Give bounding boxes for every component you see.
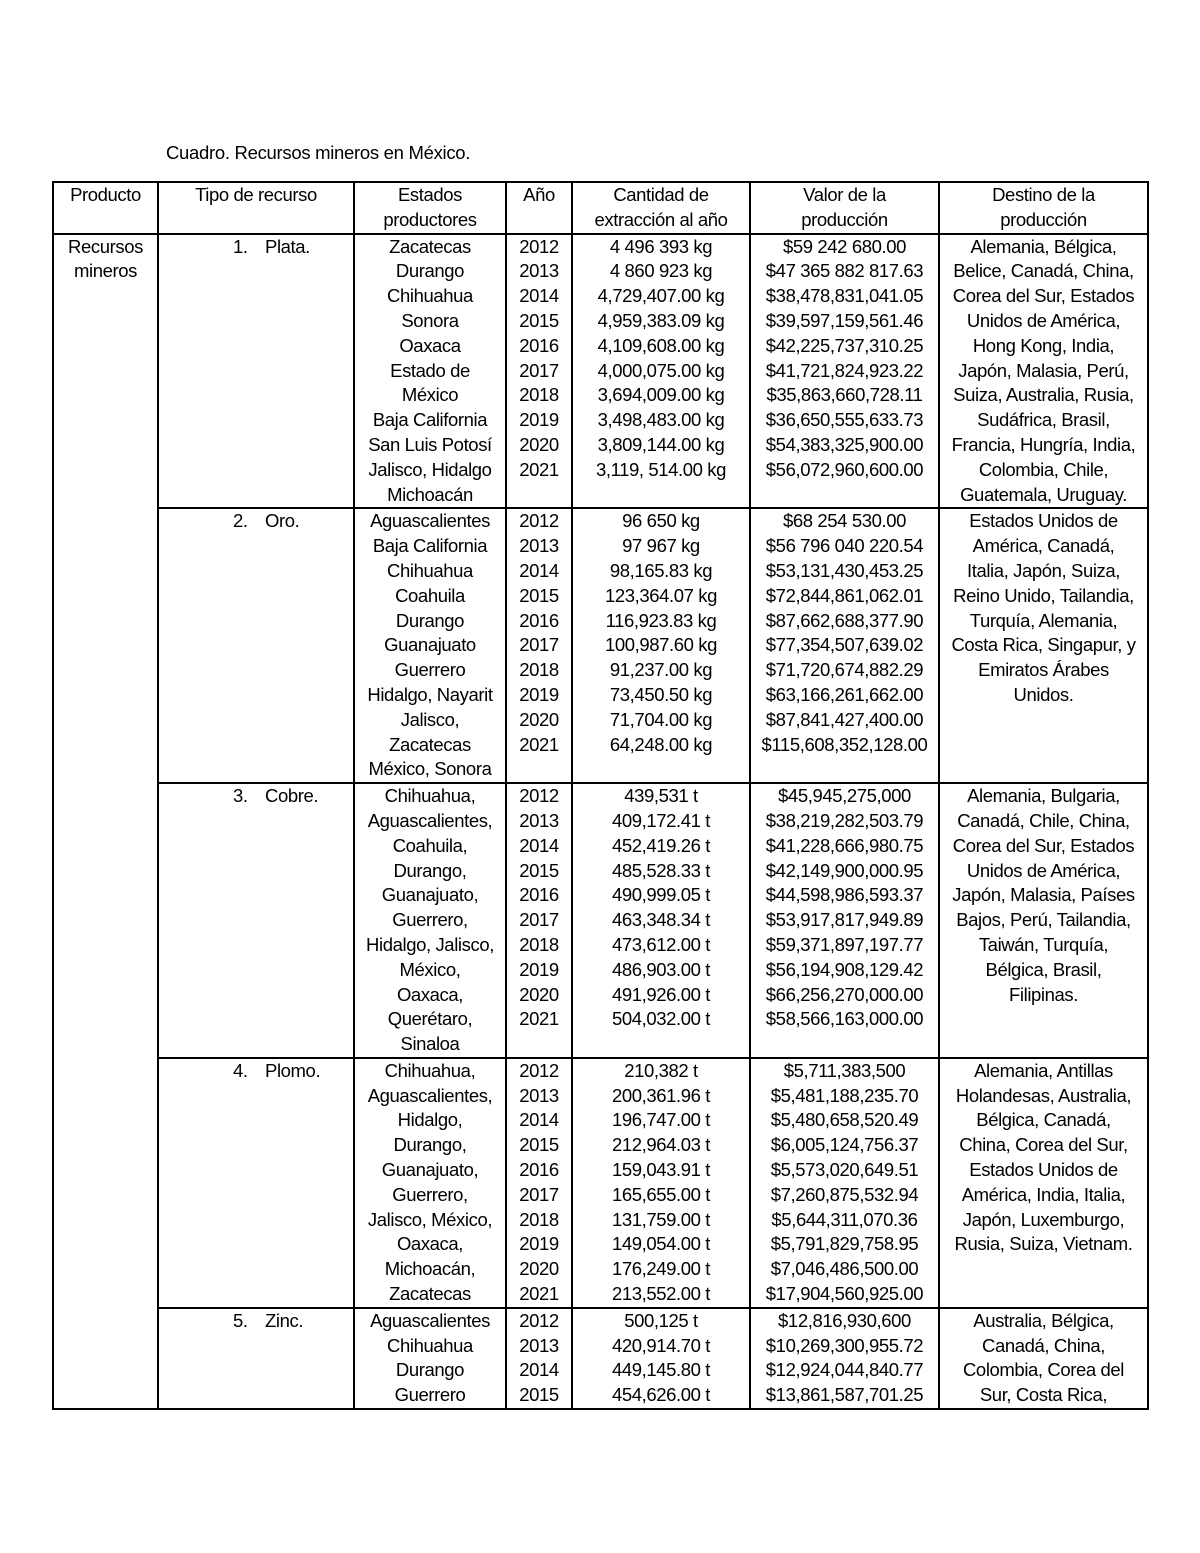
quantity-line: 100,987.60 kg: [604, 634, 718, 656]
year-line: 2012: [519, 235, 559, 257]
value-line: $58,566,163,000.00: [765, 1008, 924, 1030]
anio-cell: [506, 1308, 572, 1409]
resource-row-2: [53, 508, 1148, 783]
value-line: $5,480,658,520.49: [770, 1109, 919, 1131]
destination-line: Filipinas.: [1009, 983, 1078, 1005]
destination-line: Unidos de América,: [966, 309, 1121, 331]
quantity-line: 91,237.00 kg: [609, 659, 713, 681]
destination-line: China, Corea del Sur,: [959, 1134, 1128, 1156]
value-line: $7,260,875,532.94: [770, 1183, 919, 1205]
valor-cell: [750, 508, 939, 783]
year-line: 2020: [519, 1258, 559, 1280]
year-line: 2015: [519, 584, 559, 606]
quantity-line: 463,348.34 t: [611, 909, 711, 931]
destination-line: Colombia, Chile,: [978, 458, 1109, 480]
destination-line: Guatemala, Uruguay.: [960, 483, 1127, 505]
quantity-line: 212,964.03 t: [611, 1134, 711, 1156]
value-line: $6,005,124,756.37: [770, 1134, 919, 1156]
producto-line: mineros: [74, 260, 137, 282]
destination-line: Bélgica, Brasil,: [985, 958, 1102, 980]
destino-cell: [939, 508, 1148, 783]
destination-line: Estados Unidos de: [969, 510, 1118, 532]
resource-row-1: [53, 234, 1148, 509]
anio-cell: [506, 1058, 572, 1308]
state-line: Hidalgo, Jalisco,: [366, 933, 494, 955]
anio-cell: [506, 508, 572, 783]
state-line: Baja California: [372, 409, 488, 431]
year-line: 2017: [519, 1183, 559, 1205]
state-line: Durango,: [393, 1134, 467, 1156]
year-line: 2020: [519, 708, 559, 730]
header-estados: Estados productores: [354, 182, 506, 234]
quantity-line: 485,528.33 t: [611, 859, 711, 881]
quantity-line: 4,729,407.00 kg: [597, 285, 725, 307]
year-line: 2019: [519, 409, 559, 431]
value-line: $13,861,587,701.25: [765, 1384, 924, 1406]
state-line: Jalisco, México,: [367, 1208, 493, 1230]
cantidad-cell: [572, 234, 750, 509]
state-line: México,: [399, 958, 461, 980]
resource-number: 3.: [233, 785, 248, 807]
state-line: Coahuila,: [392, 834, 468, 856]
year-line: 2012: [519, 1059, 559, 1081]
destination-line: Japón, Luxemburgo,: [962, 1208, 1125, 1230]
quantity-line: 491,926.00 t: [611, 983, 711, 1005]
destination-line: Alemania, Antillas: [974, 1059, 1113, 1081]
state-line: Zacatecas: [389, 235, 471, 257]
destination-line: Francia, Hungría, India,: [951, 433, 1136, 455]
value-line: $5,644,311,070.36: [771, 1208, 918, 1230]
quantity-line: 210,382 t: [624, 1059, 698, 1081]
quantity-line: 504,032.00 t: [611, 1008, 711, 1030]
destino-cell: [939, 234, 1148, 509]
state-line: Chihuahua,: [384, 1059, 476, 1081]
year-line: 2013: [519, 1334, 559, 1356]
resource-number: 4.: [233, 1059, 248, 1081]
state-line: Chihuahua,: [384, 785, 476, 807]
destination-line: Japón, Malasia, Perú,: [958, 359, 1129, 381]
value-line: $44,598,986,593.37: [765, 884, 924, 906]
year-line: 2021: [519, 1283, 559, 1305]
value-line: $56 796 040 220.54: [765, 535, 924, 557]
state-line: Guerrero,: [392, 1183, 468, 1205]
quantity-line: 486,903.00 t: [611, 958, 711, 980]
quantity-line: 3,694,009.00 kg: [597, 384, 725, 406]
year-line: 2012: [519, 785, 559, 807]
value-line: $38,478,831,041.05: [765, 285, 924, 307]
header-tipo: Tipo de recurso: [158, 182, 354, 234]
state-line: Michoacán: [387, 483, 473, 505]
resource-number: 1.: [233, 235, 248, 257]
value-line: $5,791,829,758.95: [770, 1233, 919, 1255]
value-line: $54,383,325,900.00: [765, 433, 924, 455]
year-line: 2016: [519, 884, 559, 906]
value-line: $42,225,737,310.25: [765, 334, 924, 356]
valor-cell: [750, 1308, 939, 1409]
destination-line: Rusia, Suiza, Vietnam.: [954, 1233, 1133, 1255]
year-line: 2013: [519, 1084, 559, 1106]
value-line: $10,269,300,955.72: [765, 1334, 924, 1356]
year-line: 2013: [519, 809, 559, 831]
state-line: Coahuila: [395, 584, 465, 606]
state-line: Oaxaca,: [396, 1233, 464, 1255]
quantity-line: 4,109,608.00 kg: [597, 334, 725, 356]
year-line: 2014: [519, 285, 559, 307]
value-line: $12,816,930,600: [778, 1309, 911, 1331]
header-valor: Valor de la producción: [750, 182, 939, 234]
value-line: $5,573,020,649.51: [770, 1159, 919, 1181]
value-line: $115,608,352,128.00: [761, 733, 928, 755]
year-line: 2015: [519, 859, 559, 881]
year-line: 2021: [519, 733, 559, 755]
anio-cell: [506, 783, 572, 1058]
value-line: $59,371,897,197.77: [765, 933, 924, 955]
quantity-line: 473,612.00 t: [611, 933, 711, 955]
value-line: $5,481,188,235.70: [770, 1084, 919, 1106]
state-line: Estado de: [390, 359, 470, 381]
quantity-line: 97 967 kg: [622, 535, 700, 557]
year-line: 2021: [519, 458, 559, 480]
state-line: México: [401, 384, 459, 406]
state-line: Hidalgo,: [397, 1109, 463, 1131]
destination-line: Bajos, Perú, Tailandia,: [956, 909, 1131, 931]
year-line: 2014: [519, 834, 559, 856]
value-line: $66,256,270,000.00: [765, 983, 924, 1005]
destino-cell: [939, 1308, 1148, 1409]
year-line: 2013: [519, 260, 559, 282]
destination-line: Bélgica, Canadá,: [976, 1109, 1111, 1131]
state-line: Jalisco,: [400, 708, 460, 730]
value-line: $41,228,666,980.75: [765, 834, 924, 856]
valor-cell: [750, 783, 939, 1058]
value-line: $77,354,507,639.02: [765, 634, 924, 656]
quantity-line: 200,361.96 t: [611, 1084, 711, 1106]
value-line: $87,662,688,377.90: [765, 609, 924, 631]
value-line: $5,711,383,500: [783, 1059, 906, 1081]
quantity-line: 500,125 t: [624, 1309, 698, 1331]
cantidad-cell: [572, 508, 750, 783]
estados-cell: [354, 1058, 506, 1308]
state-line: Guerrero: [394, 1384, 466, 1406]
value-line: $41,721,824,923.22: [765, 359, 924, 381]
quantity-line: 176,249.00 t: [611, 1258, 711, 1280]
year-line: 2014: [519, 1109, 559, 1131]
quantity-line: 96 650 kg: [622, 510, 700, 532]
state-line: Guanajuato: [384, 634, 476, 656]
value-line: $56,072,960,600.00: [765, 458, 924, 480]
tipo-cell: [158, 1058, 354, 1308]
resource-name: Plomo.: [265, 1059, 321, 1081]
quantity-line: 3,809,144.00 kg: [597, 433, 725, 455]
state-line: Guerrero: [394, 659, 466, 681]
quantity-line: 4 860 923 kg: [609, 260, 713, 282]
year-line: 2017: [519, 359, 559, 381]
estados-cell: [354, 234, 506, 509]
quantity-line: 71,704.00 kg: [609, 708, 713, 730]
value-line: $59 242 680.00: [783, 235, 906, 257]
quantity-line: 409,172.41 t: [611, 809, 711, 831]
year-line: 2015: [519, 1134, 559, 1156]
quantity-line: 98,165.83 kg: [609, 559, 713, 581]
state-line: Sinaloa: [400, 1033, 460, 1055]
resource-name: Cobre.: [265, 785, 319, 807]
tipo-cell: [158, 783, 354, 1058]
value-line: $45,945,275,000: [778, 785, 911, 807]
resource-number: 5.: [233, 1309, 248, 1331]
state-line: Chihuahua: [387, 1334, 473, 1356]
quantity-line: 149,054.00 t: [611, 1233, 711, 1255]
estados-cell: [354, 783, 506, 1058]
year-line: 2018: [519, 933, 559, 955]
state-line: Sonora: [401, 309, 459, 331]
resource-number: 2.: [233, 510, 248, 532]
state-line: Chihuahua: [387, 559, 473, 581]
anio-cell: [506, 234, 572, 509]
destination-line: Corea del Sur, Estados: [952, 834, 1135, 856]
state-line: México, Sonora: [368, 758, 492, 780]
state-line: Durango: [395, 609, 465, 631]
value-line: $87,841,427,400.00: [765, 708, 924, 730]
state-line: Michoacán,: [384, 1258, 476, 1280]
tipo-cell: [158, 234, 354, 509]
year-line: 2019: [519, 958, 559, 980]
quantity-line: 3,119, 514.00 kg: [595, 458, 727, 480]
state-line: Oaxaca: [399, 334, 461, 356]
destination-line: Turquía, Alemania,: [969, 609, 1118, 631]
destination-line: Unidos de América,: [966, 859, 1121, 881]
quantity-line: 196,747.00 t: [611, 1109, 711, 1131]
value-line: $7,046,486,500.00: [770, 1258, 919, 1280]
year-line: 2018: [519, 384, 559, 406]
year-line: 2020: [519, 983, 559, 1005]
quantity-line: 123,364.07 kg: [604, 584, 718, 606]
table-caption: Cuadro. Recursos mineros en México.: [166, 142, 471, 163]
state-line: Guerrero,: [392, 909, 468, 931]
value-line: $17,904,560,925.00: [765, 1283, 924, 1305]
destination-line: Alemania, Bulgaria,: [967, 785, 1120, 807]
year-line: 2014: [519, 559, 559, 581]
value-line: $42,149,900,000.95: [765, 859, 924, 881]
cantidad-cell: [572, 1058, 750, 1308]
resource-name: Plata.: [265, 235, 310, 257]
year-line: 2014: [519, 1359, 559, 1381]
valor-cell: [750, 1058, 939, 1308]
header-cantidad: Cantidad de extracción al año: [572, 182, 750, 234]
quantity-line: 439,531 t: [624, 785, 698, 807]
year-line: 2015: [519, 309, 559, 331]
estados-cell: [354, 1308, 506, 1409]
destination-line: Sur, Costa Rica,: [979, 1384, 1108, 1406]
state-line: Querétaro,: [387, 1008, 473, 1030]
quantity-line: 116,923.83 kg: [605, 609, 717, 631]
destination-line: Taiwán, Turquía,: [978, 933, 1109, 955]
header-destino: Destino de la producción: [939, 182, 1148, 234]
destino-cell: [939, 1058, 1148, 1308]
destination-line: Reino Unido, Tailandia,: [953, 584, 1134, 606]
value-line: $53,917,817,949.89: [765, 909, 924, 931]
mining-resources-table: [52, 181, 1149, 1410]
quantity-line: 454,626.00 t: [611, 1384, 711, 1406]
destination-line: América, India, Italia,: [961, 1183, 1126, 1205]
value-line: $56,194,908,129.42: [765, 958, 924, 980]
cantidad-cell: [572, 1308, 750, 1409]
year-line: 2019: [519, 1233, 559, 1255]
state-line: Aguascalientes,: [367, 1084, 493, 1106]
destination-line: Belice, Canadá, China,: [953, 260, 1134, 282]
state-line: San Luis Potosí: [368, 433, 492, 455]
destination-line: Emiratos Árabes: [978, 659, 1109, 681]
year-line: 2016: [519, 1159, 559, 1181]
state-line: Jalisco, Hidalgo: [368, 458, 492, 480]
year-line: 2016: [519, 609, 559, 631]
header-row: [53, 182, 1148, 234]
estados-cell: [354, 508, 506, 783]
producto-cell: [53, 234, 158, 1409]
header-producto: Producto: [53, 182, 158, 234]
state-line: Zacatecas: [389, 1283, 471, 1305]
value-line: $35,863,660,728.11: [766, 384, 923, 406]
year-line: 2019: [519, 683, 559, 705]
value-line: $71,720,674,882.29: [765, 659, 924, 681]
year-line: 2017: [519, 909, 559, 931]
value-line: $47 365 882 817.63: [765, 260, 924, 282]
year-line: 2018: [519, 659, 559, 681]
quantity-line: 4,959,383.09 kg: [597, 309, 725, 331]
cantidad-cell: [572, 783, 750, 1058]
destination-line: Japón, Malasia, Países: [952, 884, 1135, 906]
state-line: Oaxaca,: [396, 983, 464, 1005]
year-line: 2016: [519, 334, 559, 356]
state-line: Durango: [395, 260, 465, 282]
value-line: $12,924,044,840.77: [765, 1359, 924, 1381]
destination-line: Holandesas, Australia,: [955, 1084, 1132, 1106]
destination-line: América, Canadá,: [972, 535, 1115, 557]
state-line: Durango,: [393, 859, 467, 881]
resource-row-4: [53, 1058, 1148, 1308]
value-line: $72,844,861,062.01: [765, 584, 924, 606]
quantity-line: 4,000,075.00 kg: [597, 359, 725, 381]
destination-line: Italia, Japón, Suiza,: [966, 559, 1121, 581]
destino-cell: [939, 783, 1148, 1058]
state-line: Aguascalientes,: [367, 809, 493, 831]
state-line: Aguascalientes: [370, 1309, 490, 1331]
destination-line: Alemania, Bélgica,: [970, 235, 1117, 257]
value-line: $36,650,555,633.73: [765, 409, 924, 431]
year-line: 2013: [519, 535, 559, 557]
tipo-cell: [158, 508, 354, 783]
quantity-line: 73,450.50 kg: [609, 683, 713, 705]
destination-line: Canadá, China,: [982, 1334, 1105, 1356]
resource-row-5: [53, 1308, 1148, 1409]
quantity-line: 420,914.70 t: [611, 1334, 711, 1356]
valor-cell: [750, 234, 939, 509]
resource-row-3: [53, 783, 1148, 1058]
value-line: $38,219,282,503.79: [765, 809, 924, 831]
year-line: 2018: [519, 1208, 559, 1230]
quantity-line: 64,248.00 kg: [609, 733, 713, 755]
year-line: 2012: [519, 1309, 559, 1331]
destination-line: Corea del Sur, Estados: [952, 285, 1135, 307]
year-line: 2012: [519, 510, 559, 532]
quantity-line: 3,498,483.00 kg: [597, 409, 725, 431]
destination-line: Canadá, Chile, China,: [957, 809, 1130, 831]
quantity-line: 4 496 393 kg: [609, 235, 713, 257]
quantity-line: 213,552.00 t: [611, 1283, 711, 1305]
value-line: $53,131,430,453.25: [765, 559, 924, 581]
state-line: Baja California: [372, 535, 488, 557]
destination-line: Hong Kong, India,: [972, 334, 1115, 356]
resource-name: Oro.: [265, 510, 300, 532]
year-line: 2020: [519, 433, 559, 455]
header-anio: Año: [506, 182, 572, 234]
year-line: 2017: [519, 634, 559, 656]
producto-line: Recursos: [68, 235, 143, 257]
state-line: Chihuahua: [387, 285, 473, 307]
year-line: 2021: [519, 1008, 559, 1030]
quantity-line: 165,655.00 t: [611, 1183, 711, 1205]
state-line: Zacatecas: [389, 733, 471, 755]
value-line: $39,597,159,561.46: [765, 309, 924, 331]
state-line: Hidalgo, Nayarit: [367, 683, 493, 705]
destination-line: Unidos.: [1013, 683, 1074, 705]
state-line: Guanajuato,: [381, 884, 479, 906]
resource-name: Zinc.: [265, 1309, 304, 1331]
destination-line: Colombia, Corea del: [962, 1359, 1125, 1381]
state-line: Aguascalientes: [370, 510, 490, 532]
quantity-line: 159,043.91 t: [611, 1159, 711, 1181]
value-line: $68 254 530.00: [783, 510, 906, 532]
state-line: Guanajuato,: [381, 1159, 479, 1181]
year-line: 2015: [519, 1384, 559, 1406]
tipo-cell: [158, 1308, 354, 1409]
destination-line: Estados Unidos de: [969, 1159, 1118, 1181]
destination-line: Australia, Bélgica,: [973, 1309, 1114, 1331]
destination-line: Sudáfrica, Brasil,: [977, 409, 1110, 431]
quantity-line: 452,419.26 t: [611, 834, 711, 856]
value-line: $63,166,261,662.00: [765, 683, 924, 705]
state-line: Durango: [395, 1359, 465, 1381]
quantity-line: 490,999.05 t: [611, 884, 711, 906]
quantity-line: 131,759.00 t: [611, 1208, 711, 1230]
quantity-line: 449,145.80 t: [611, 1359, 711, 1381]
destination-line: Suiza, Australia, Rusia,: [953, 384, 1134, 406]
destination-line: Costa Rica, Singapur, y: [951, 634, 1136, 656]
